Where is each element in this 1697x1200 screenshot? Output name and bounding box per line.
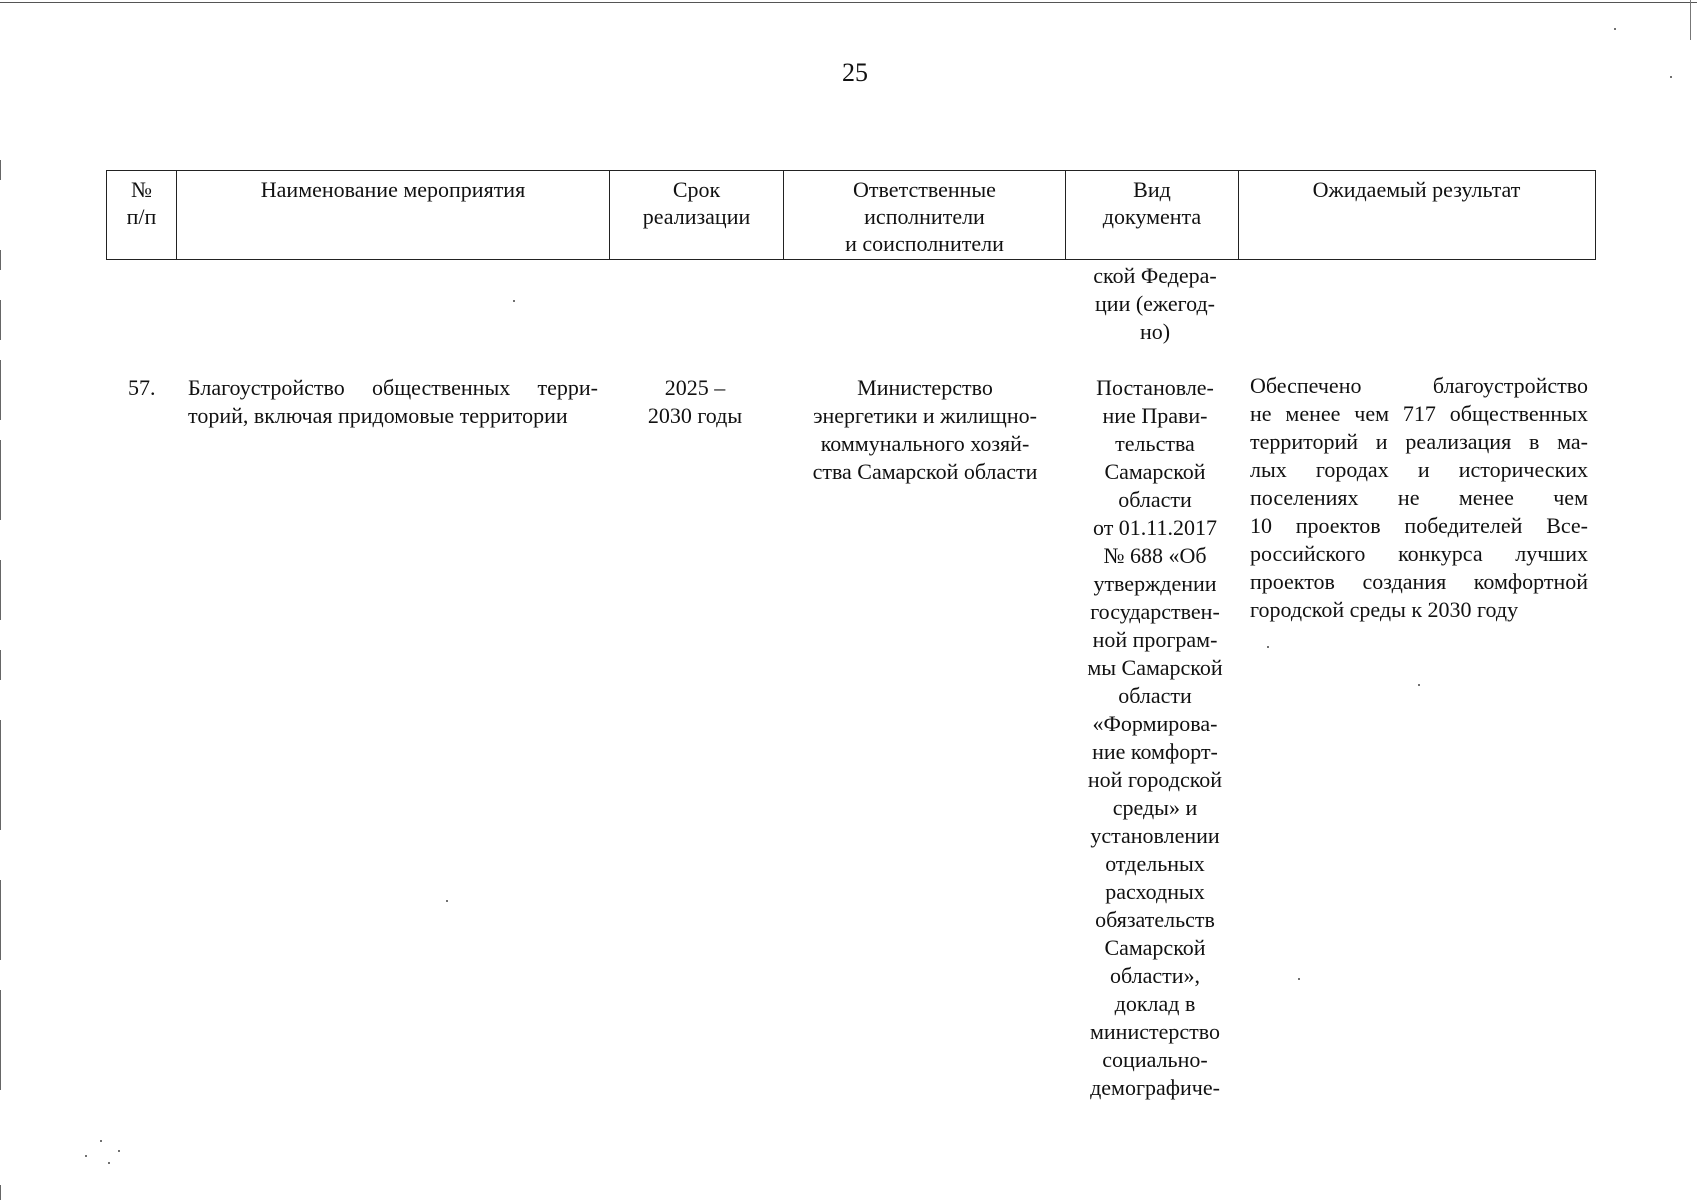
continuation-line: ской Федера-: [1093, 263, 1217, 288]
header-name-line: Наименование мероприятия: [260, 177, 526, 202]
row-executors-line: энергетики и жилищно-: [813, 403, 1037, 428]
row-term-line: 2025 –: [664, 375, 726, 400]
row-doc-type-line: социально-: [1102, 1047, 1208, 1072]
row-name-line: торий, включая придомовые территории: [188, 403, 568, 428]
row-number: 57.: [128, 375, 156, 400]
header-num-line: №: [131, 177, 152, 202]
row-doc-type-line: области: [1118, 487, 1192, 512]
row-executors-line: ства Самарской области: [812, 459, 1038, 484]
top-border-line: [0, 2, 1697, 3]
row-doc-type-line: среды» и: [1112, 795, 1198, 820]
header-name: [176, 171, 609, 259]
row-doc-type-line: Самарской: [1104, 459, 1206, 484]
scan-speck: [100, 1140, 102, 1142]
row-result-line: Обеспечено благоустройство: [1250, 373, 1588, 398]
scan-speck: [446, 900, 448, 902]
row-doc-type-line: № 688 «Об: [1103, 543, 1207, 568]
edge-mark: [0, 360, 1, 420]
edge-mark: [0, 990, 1, 1090]
row-doc-type-line: Самарской: [1104, 935, 1206, 960]
row-doc-type-line: области: [1118, 683, 1192, 708]
edge-mark: [0, 160, 1, 180]
edge-mark: [0, 560, 1, 620]
row-doc-type-line: отдельных: [1105, 851, 1205, 876]
row-doc-type-line: утверждении: [1093, 571, 1217, 596]
row-result-line: проектов создания комфортной: [1250, 569, 1588, 594]
edge-mark: [1690, 0, 1691, 40]
row-doc-type-line: ние Прави-: [1102, 403, 1208, 428]
row-executors-line: коммунального хозяй-: [820, 431, 1030, 456]
scan-speck: [1670, 76, 1672, 78]
header-result: [1238, 171, 1594, 259]
table-header: [106, 170, 1596, 260]
row-result-line: не менее чем 717 общественных: [1250, 401, 1588, 426]
row-doc-type-line: области»,: [1109, 963, 1201, 988]
header-num: [107, 171, 176, 259]
scan-speck: [108, 1162, 110, 1164]
row-doc-type-line: Постановле-: [1096, 375, 1214, 400]
row-doc-type-line: ной програм-: [1092, 627, 1218, 652]
header-result-line: Ожидаемый результат: [1312, 177, 1521, 202]
row-doc-type-line: «Формирова-: [1092, 711, 1218, 736]
edge-mark: [0, 650, 1, 680]
row-executors-line: Министерство: [857, 375, 993, 400]
scan-speck: [1418, 684, 1420, 686]
row-result-line: лых городах и исторических: [1250, 457, 1588, 482]
page-number: 25: [842, 58, 868, 87]
row-doc-type-line: мы Самарской: [1087, 655, 1223, 680]
header-doc-type: [1065, 171, 1238, 259]
header-doc-type-line: Вид: [1133, 177, 1171, 202]
scan-speck: [1298, 978, 1300, 980]
edge-mark: [0, 250, 1, 270]
row-result: [1250, 372, 1588, 624]
scan-speck: [513, 300, 515, 302]
scan-speck: [1267, 646, 1269, 648]
continuation-doc-type: [1070, 262, 1240, 346]
row-doc-type-line: министерство: [1089, 1019, 1220, 1044]
row-doc-type-line: обязательств: [1095, 907, 1215, 932]
header-executors-line: исполнители: [864, 204, 985, 229]
row-doc-type: [1065, 374, 1245, 1102]
row-result-line: городской среды к 2030 году: [1250, 597, 1519, 622]
header-term: [609, 171, 783, 259]
row-result-line: российского конкурса лучших: [1250, 541, 1588, 566]
row-name: [188, 374, 598, 430]
scan-speck: [1614, 28, 1616, 30]
row-doc-type-line: доклад в: [1114, 991, 1196, 1016]
edge-mark: [0, 720, 1, 830]
row-doc-type-line: демографиче-: [1090, 1075, 1220, 1100]
edge-mark: [0, 880, 1, 960]
row-doc-type-line: тельства: [1115, 431, 1195, 456]
continuation-line: но): [1139, 319, 1171, 344]
row-term-line: 2030 годы: [647, 403, 743, 428]
header-executors-line: и соисполнители: [845, 231, 1004, 256]
header-executors-line: Ответственные: [853, 177, 996, 202]
edge-mark: [0, 440, 1, 520]
header-term-line: реализации: [642, 204, 751, 229]
row-name-line: Благоустройство общественных терри-: [188, 375, 598, 400]
row-term: [610, 374, 780, 430]
row-doc-type-line: установлении: [1090, 823, 1220, 848]
row-doc-type-line: ной городской: [1087, 767, 1223, 792]
scan-speck: [85, 1155, 87, 1157]
row-executors: [785, 374, 1065, 486]
row-result-line: 10 проектов победителей Все-: [1250, 513, 1588, 538]
continuation-line: ции (ежегод-: [1095, 291, 1215, 316]
row-doc-type-line: расходных: [1105, 879, 1205, 904]
edge-mark: [0, 1185, 1, 1200]
edge-mark: [0, 300, 1, 340]
row-result-line: территорий и реализация в ма-: [1250, 429, 1588, 454]
header-executors: [783, 171, 1065, 259]
row-result-line: поселениях не менее чем: [1250, 485, 1588, 510]
row-doc-type-line: от 01.11.2017: [1092, 515, 1217, 540]
row-doc-type-line: ние комфорт-: [1092, 739, 1218, 764]
header-term-line: Срок: [672, 177, 721, 202]
scan-speck: [118, 1150, 120, 1152]
header-doc-type-line: документа: [1102, 204, 1202, 229]
row-doc-type-line: государствен-: [1090, 599, 1220, 624]
header-num-line: п/п: [126, 204, 157, 229]
